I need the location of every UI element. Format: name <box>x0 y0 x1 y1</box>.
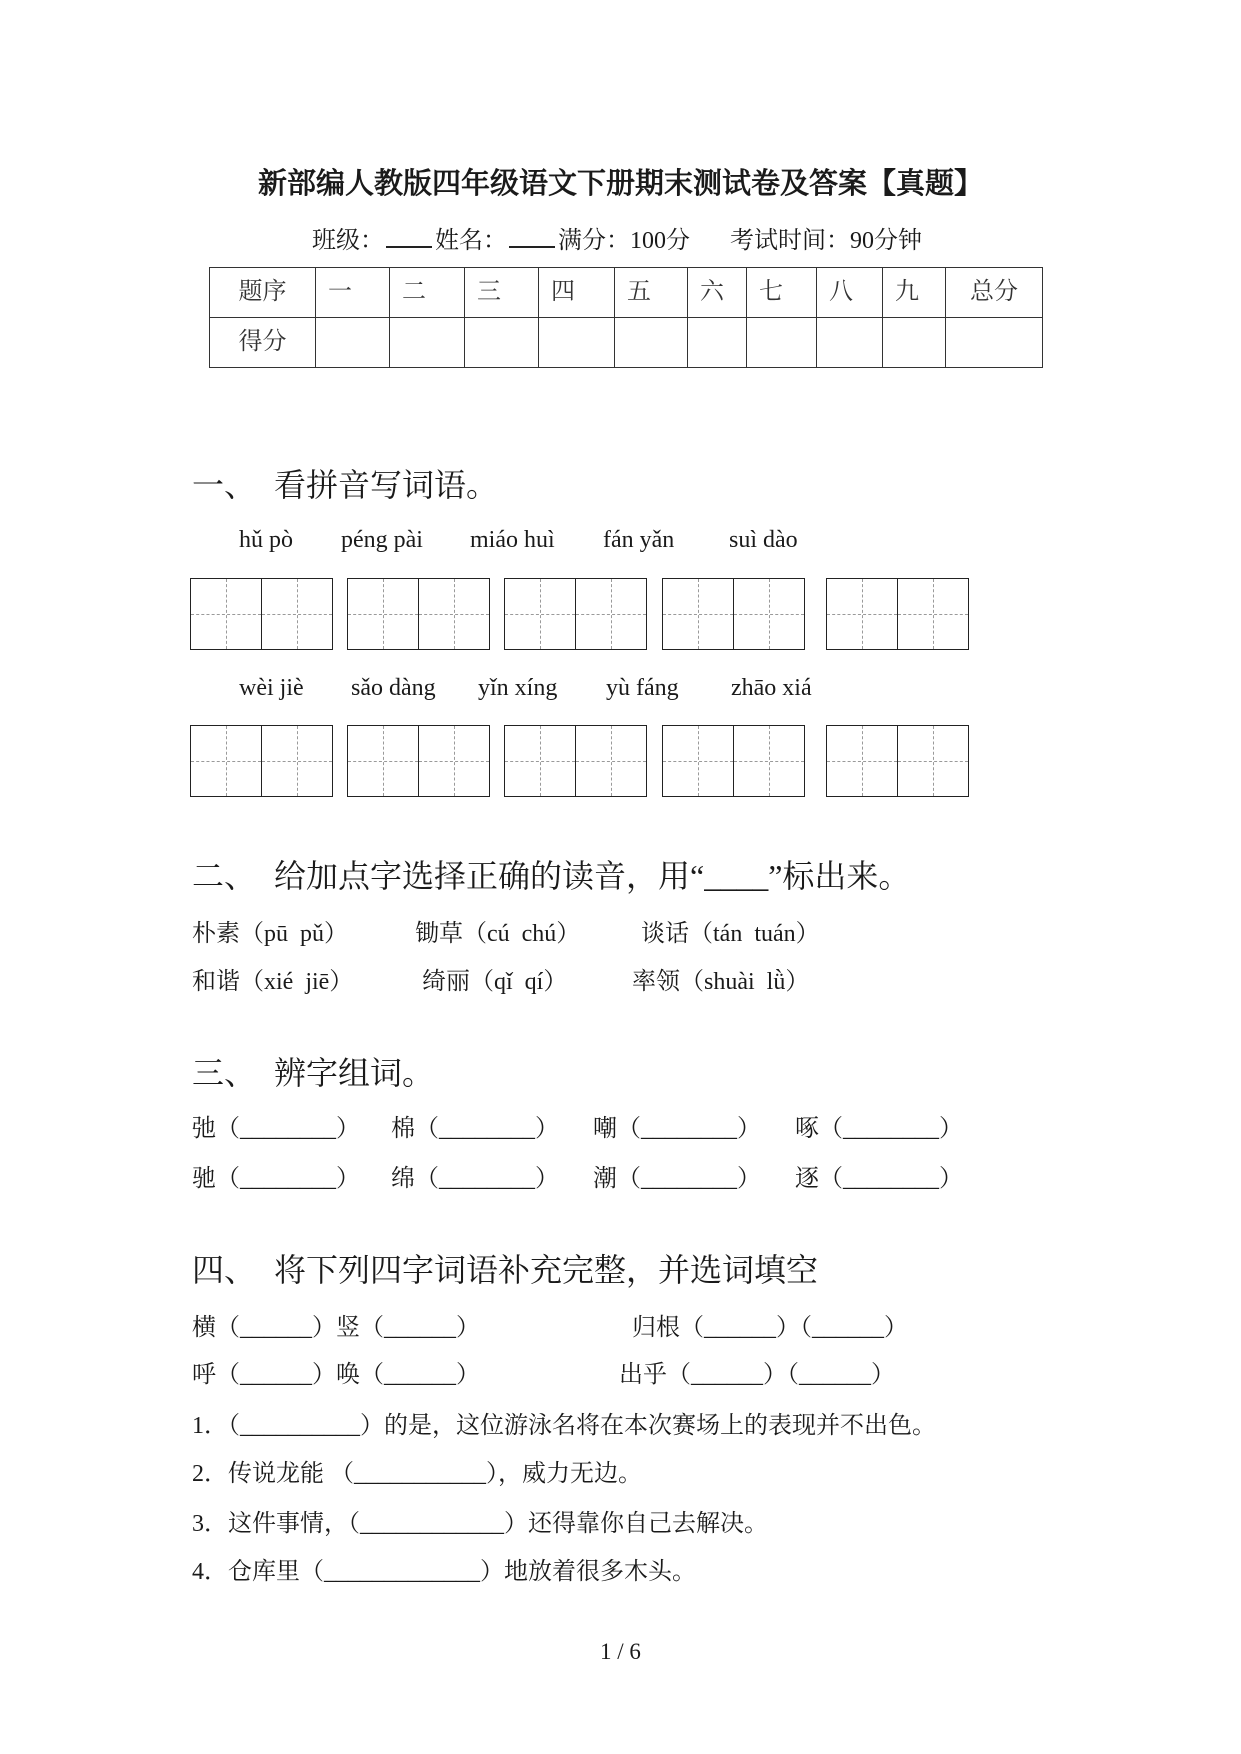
score-cell-5 <box>615 318 688 368</box>
score-table-header-row <box>210 268 1043 318</box>
writing-grid-cell <box>733 726 804 796</box>
name-blank-line <box>509 245 555 248</box>
exam-info-line <box>312 227 922 256</box>
score-cell-4 <box>539 318 615 368</box>
pinyin-prompt: péng pài <box>341 527 423 553</box>
word-formation-item: 潮（________） <box>593 1166 761 1192</box>
writing-grid-cell <box>575 726 646 796</box>
pronunciation-choice: 率领（shuài lǜ） <box>632 969 810 995</box>
word-formation-item: 驰（________） <box>192 1166 360 1192</box>
section-2-number: 二、 <box>192 858 257 894</box>
section-3-title: 辨字组词。 <box>274 1055 435 1091</box>
writing-grid-cell <box>418 726 489 796</box>
section-2-title: 给加点字选择正确的读音，用“____”标出来。 <box>274 858 911 894</box>
score-cell-total <box>946 318 1043 368</box>
pinyin-prompt: suì dào <box>729 527 798 553</box>
writing-grid-cell <box>261 579 332 649</box>
word-formation-item: 棉（________） <box>391 1116 559 1142</box>
table-cell-section-6: 六 <box>688 268 747 318</box>
writing-grid <box>347 725 490 797</box>
score-cell-6 <box>688 318 747 368</box>
class-label: 班级： <box>312 228 384 254</box>
exam-time-label: 考试时间：90分钟 <box>730 228 922 254</box>
table-cell-total: 总分 <box>946 268 1043 318</box>
table-cell-section-7: 七 <box>747 268 817 318</box>
writing-grid-cell <box>505 726 575 796</box>
writing-grid <box>504 578 647 650</box>
page-number: 1 / 6 <box>600 1639 641 1664</box>
fill-in-sentence: 1．（__________）的是，这位游泳名将在本次赛场上的表现并不出色。 <box>192 1413 936 1439</box>
writing-grid <box>190 725 333 797</box>
writing-grid-cell <box>505 579 575 649</box>
table-cell-section-3: 三 <box>465 268 539 318</box>
pronunciation-choice: 锄草（cú chú） <box>415 921 581 947</box>
score-table-score-row <box>210 318 1043 368</box>
pinyin-prompt: fán yǎn <box>603 527 675 553</box>
full-score-label: 满分：100分 <box>558 228 690 254</box>
section-1-title: 看拼音写词语。 <box>274 467 499 503</box>
writing-grid <box>826 578 969 650</box>
score-cell-7 <box>747 318 817 368</box>
pinyin-prompt: miáo huì <box>470 527 555 553</box>
writing-grid <box>190 578 333 650</box>
fill-in-sentence: 4．仓库里（_____________）地放着很多木头。 <box>192 1559 696 1585</box>
section-3-number: 三、 <box>192 1055 257 1091</box>
writing-grid-cell <box>348 726 418 796</box>
idiom-completion-item: 呼（______）唤（______） <box>192 1362 480 1388</box>
writing-grid-cell <box>348 579 418 649</box>
writing-grid-cell <box>575 579 646 649</box>
writing-grid-cell <box>827 726 897 796</box>
writing-grid <box>504 725 647 797</box>
score-cell-8 <box>817 318 883 368</box>
pinyin-prompt: sǎo dàng <box>351 675 436 701</box>
word-formation-item: 绵（________） <box>391 1166 559 1192</box>
writing-grid-cell <box>191 579 261 649</box>
section-1-number: 一、 <box>192 467 257 503</box>
score-cell-2 <box>390 318 465 368</box>
pronunciation-choice: 谈话（tán tuán） <box>641 921 820 947</box>
idiom-completion-item: 出乎（______）（______） <box>619 1362 895 1388</box>
writing-grid-cell <box>418 579 489 649</box>
exam-title: 新部编人教版四年级语文下册期末测试卷及答案【真题】 <box>257 168 983 200</box>
table-cell-section-5: 五 <box>615 268 688 318</box>
pronunciation-choice: 和谐（xié jiē） <box>192 969 354 995</box>
idiom-completion-item: 归根（______）（______） <box>632 1315 908 1341</box>
section-4-title: 将下列四字词语补充完整，并选词填空 <box>274 1252 819 1288</box>
writing-grid-cell <box>733 579 804 649</box>
writing-grid <box>662 725 805 797</box>
fill-in-sentence: 3．这件事情，（____________）还得靠你自己去解决。 <box>192 1511 768 1537</box>
table-cell-score-label: 得分 <box>210 318 316 368</box>
idiom-completion-item: 横（______）竖（______） <box>192 1315 480 1341</box>
table-cell-section-1: 一 <box>316 268 390 318</box>
table-cell-section-8: 八 <box>817 268 883 318</box>
writing-grid-cell <box>827 579 897 649</box>
writing-grid-cell <box>663 579 733 649</box>
writing-grid <box>662 578 805 650</box>
score-cell-3 <box>465 318 539 368</box>
writing-grid <box>826 725 969 797</box>
writing-grid-cell <box>897 726 968 796</box>
writing-grid-cell <box>261 726 332 796</box>
name-label: 姓名： <box>435 228 507 254</box>
word-formation-item: 逐（________） <box>795 1166 963 1192</box>
writing-grid <box>347 578 490 650</box>
section-4-number: 四、 <box>192 1252 257 1288</box>
word-formation-item: 啄（________） <box>795 1116 963 1142</box>
pinyin-prompt: yù fáng <box>606 675 679 701</box>
pinyin-prompt: wèi jiè <box>239 675 304 701</box>
fill-in-sentence: 2．传说龙能 （___________），威力无边。 <box>192 1461 642 1487</box>
pinyin-prompt: yǐn xíng <box>478 675 558 701</box>
class-blank-line <box>386 245 432 248</box>
score-cell-1 <box>316 318 390 368</box>
table-cell-question-order: 题序 <box>210 268 316 318</box>
word-formation-item: 嘲（________） <box>593 1116 761 1142</box>
score-table <box>209 267 1043 368</box>
writing-grid-cell <box>663 726 733 796</box>
table-cell-section-2: 二 <box>390 268 465 318</box>
pinyin-prompt: zhāo xiá <box>731 675 812 701</box>
writing-grid-cell <box>191 726 261 796</box>
pronunciation-choice: 朴素（pū pǔ） <box>192 921 348 947</box>
table-cell-section-9: 九 <box>883 268 946 318</box>
word-formation-item: 弛（________） <box>192 1116 360 1142</box>
writing-grid-cell <box>897 579 968 649</box>
pinyin-prompt: hǔ pò <box>239 527 293 553</box>
table-cell-section-4: 四 <box>539 268 615 318</box>
pronunciation-choice: 绮丽（qǐ qí） <box>422 969 568 995</box>
score-cell-9 <box>883 318 946 368</box>
